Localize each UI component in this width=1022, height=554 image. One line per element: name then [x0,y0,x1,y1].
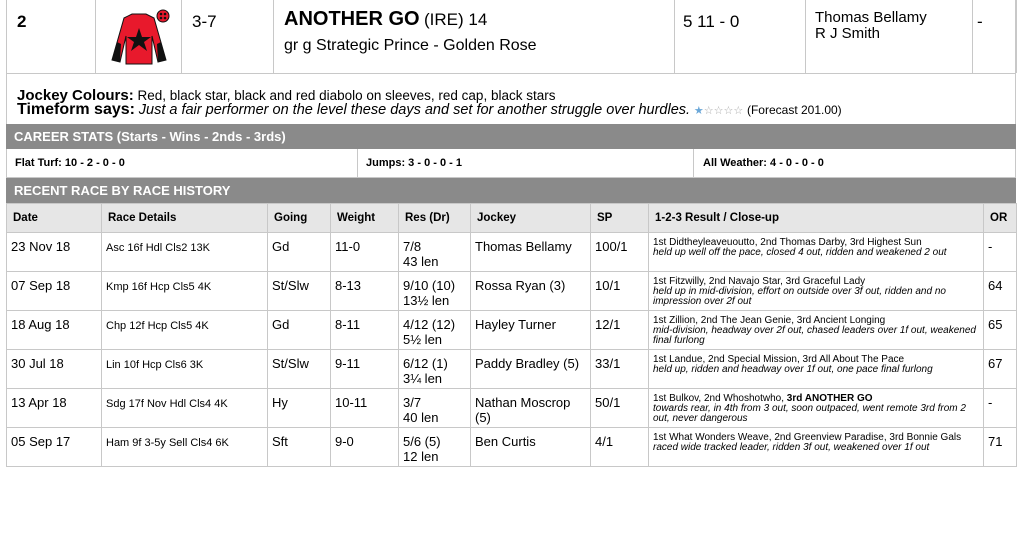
jockey-name[interactable]: Thomas Bellamy [815,9,927,26]
placing-highlight: 3rd ANOTHER GO [786,393,873,404]
table-row[interactable] [7,233,1017,272]
weight: 8-13 [331,272,399,311]
placings: 1st Zillion, 2nd The Jean Genie, 3rd Ancient Longing [653,315,886,326]
position: 3/7 [403,395,422,410]
result-closeup [649,272,984,311]
going: Hy [268,389,331,428]
result-closeup [649,389,984,428]
weight: 10-11 [331,389,399,428]
extra-value: - [973,0,1017,73]
jockey[interactable]: Paddy Bradley (5) [471,350,591,389]
trainer-name[interactable]: R J Smith [815,25,881,42]
weight: 9-0 [331,428,399,467]
table-row[interactable] [7,311,1017,350]
breeding: gr g Strategic Prince - Golden Rose [284,37,537,54]
official-rating: 65 [984,311,1017,350]
race-date: 23 Nov 18 [7,233,102,272]
odds: 3-7 [182,0,274,73]
horse-suffix: (IRE) 14 [424,10,488,29]
result [399,233,471,272]
jockey-silks-icon [108,8,170,66]
jumps-stat: Jumps: 3 - 0 - 0 - 1 [358,149,694,177]
timeform-label: Timeform says: [17,101,135,118]
race-date: 07 Sep 18 [7,272,102,311]
horse-name[interactable]: ANOTHER GO [284,8,420,30]
column-header: 1-2-3 Result / Close-up [649,204,984,233]
column-header: Race Details [102,204,268,233]
column-header: SP [591,204,649,233]
starting-price: 33/1 [591,350,649,389]
age-weight: 5 11 - 0 [675,0,806,73]
official-rating: 67 [984,350,1017,389]
star-empty-icon: ☆ [733,105,744,117]
weight: 8-11 [331,311,399,350]
race-date: 30 Jul 18 [7,350,102,389]
race-details[interactable]: Ham 9f 3-5y Sell Cls4 6K [102,428,268,467]
table-row[interactable] [7,389,1017,428]
starting-price: 100/1 [591,233,649,272]
official-rating: 71 [984,428,1017,467]
weight: 9-11 [331,350,399,389]
flat-turf-stat: Flat Turf: 10 - 2 - 0 - 0 [7,149,358,177]
history-table [6,203,1017,467]
silk-cell [96,0,182,73]
closeup-comment: held up well off the pace, closed 4 out, ridden and weakened 2 out [653,247,947,258]
placings: 1st Bulkov, 2nd Whoshotwho, [653,393,784,404]
closeup-comment: raced wide tracked leader, ridden 3f out, weakened over 1f out [653,442,930,453]
runner-number: 2 [7,0,96,73]
official-rating: - [984,233,1017,272]
star-empty-icon: ☆ [713,105,724,117]
result [399,272,471,311]
beaten-distance: 13½ len [403,293,450,308]
result [399,428,471,467]
race-date: 05 Sep 17 [7,428,102,467]
result [399,311,471,350]
timeform-text: Just a fair performer on the level these days and set for another struggle over hurdles. [138,102,691,118]
going: Gd [268,311,331,350]
beaten-distance: 40 len [403,410,439,425]
position: 4/12 (12) [403,317,456,332]
runner-info [6,74,1016,124]
career-stats [6,149,1016,178]
colours-label: Jockey Colours: [17,87,134,104]
jockey[interactable]: Ben Curtis [471,428,591,467]
column-header: Going [268,204,331,233]
table-row[interactable] [7,428,1017,467]
column-header: Weight [331,204,399,233]
race-date: 18 Aug 18 [7,311,102,350]
placings: 1st Didtheyleaveuoutto, 2nd Thomas Darby, 3rd Highest Sun [653,237,922,248]
timeform-says [17,103,1005,118]
table-row[interactable] [7,272,1017,311]
position: 9/10 (10) [403,278,456,293]
race-details[interactable]: Asc 16f Hdl Cls2 13K [102,233,268,272]
forecast: (Forecast 201.00) [746,103,842,117]
closeup-comment: held up, ridden and headway over 1f out, one pace final furlong [653,364,933,375]
star-empty-icon: ☆ [703,105,714,117]
jockey[interactable]: Thomas Bellamy [471,233,591,272]
jockey[interactable]: Rossa Ryan (3) [471,272,591,311]
history-header: RECENT RACE BY RACE HISTORY [6,178,1016,203]
beaten-distance: 3¼ len [403,371,443,386]
position: 7/8 [403,239,422,254]
career-stats-header: CAREER STATS (Starts - Wins - 2nds - 3rds) [6,124,1016,149]
position: 6/12 (1) [403,356,448,371]
race-details[interactable]: Kmp 16f Hcp Cls5 4K [102,272,268,311]
race-details[interactable]: Chp 12f Hcp Cls5 4K [102,311,268,350]
jockey[interactable]: Hayley Turner [471,311,591,350]
racecard-entry [6,0,1016,467]
closeup-comment: held up in mid-division, effort on outside over 3f out, ridden and no impression over 2f out [653,286,946,307]
column-header: OR [984,204,1017,233]
result-closeup [649,428,984,467]
history-header-row [7,204,1017,233]
beaten-distance: 43 len [403,254,439,269]
column-header: Res (Dr) [399,204,471,233]
result-closeup [649,311,984,350]
jockey-colours [17,89,1005,103]
star-empty-icon: ☆ [723,105,734,117]
connections [806,0,973,73]
all-weather-stat: All Weather: 4 - 0 - 0 - 0 [703,157,824,169]
star-rating-icon [694,105,743,117]
race-details[interactable]: Lin 10f Hcp Cls6 3K [102,350,268,389]
going: Gd [268,233,331,272]
column-header: Jockey [471,204,591,233]
result [399,350,471,389]
starting-price: 12/1 [591,311,649,350]
table-row[interactable] [7,350,1017,389]
beaten-distance: 12 len [403,449,439,464]
result-closeup [649,350,984,389]
official-rating: 64 [984,272,1017,311]
position: 5/6 (5) [403,434,441,449]
result [399,389,471,428]
closeup-comment: towards rear, in 4th from 3 out, soon outpaced, went remote 3rd from 2 out, never dangerous [653,403,966,424]
column-header: Date [7,204,102,233]
going: Sft [268,428,331,467]
runner-header [6,0,1016,74]
result-closeup [649,233,984,272]
going: St/Slw [268,350,331,389]
placings: 1st What Wonders Weave, 2nd Greenview Paradise, 3rd Bonnie Gals [653,432,962,443]
jockey[interactable]: Nathan Moscrop (5) [471,389,591,428]
starting-price: 4/1 [591,428,649,467]
placings: 1st Landue, 2nd Special Mission, 3rd All About The Pace [653,354,905,365]
colours-text: Red, black star, black and red diabolo on sleeves, red cap, black stars [137,88,556,103]
race-details[interactable]: Sdg 17f Nov Hdl Cls4 4K [102,389,268,428]
going: St/Slw [268,272,331,311]
race-date: 13 Apr 18 [7,389,102,428]
official-rating: - [984,389,1017,428]
beaten-distance: 5½ len [403,332,443,347]
starting-price: 50/1 [591,389,649,428]
placings: 1st Fitzwilly, 2nd Navajo Star, 3rd Graceful Lady [653,276,866,287]
starting-price: 10/1 [591,272,649,311]
star-filled-icon: ★ [693,105,704,117]
closeup-comment: mid-division, headway over 2f out, chased leaders over 1f out, weakened final furlong [653,325,976,346]
horse-cell [274,0,675,73]
weight: 11-0 [331,233,399,272]
